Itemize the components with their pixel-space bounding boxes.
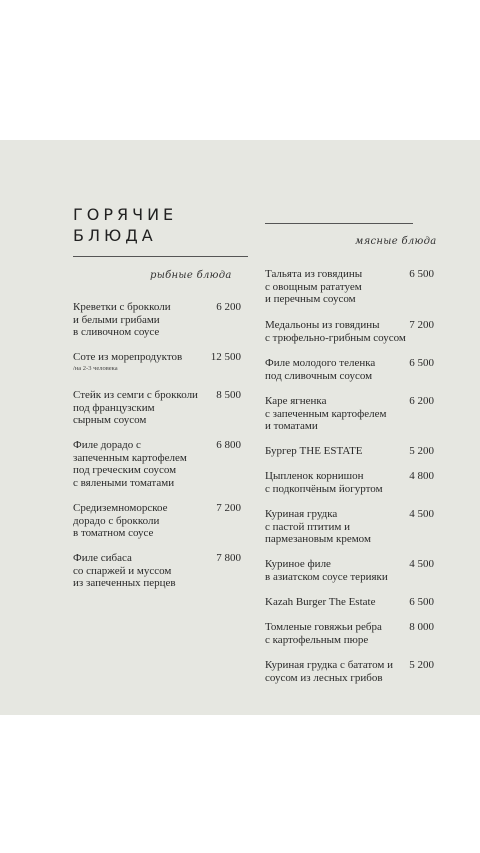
dish-name: Томленые говяжьи ребра с картофельным пюре xyxy=(265,621,382,646)
dish-price: 4 800 xyxy=(409,470,434,482)
meat-menu-item xyxy=(265,659,434,684)
meat-section-heading: мясные блюда xyxy=(355,236,437,247)
dish-name: Kazah Burger The Estate xyxy=(265,596,376,608)
title-line-2: БЛЮДА xyxy=(73,226,157,245)
dish-name: Цыпленок корнишон с подкопчёным йогуртом xyxy=(265,470,383,495)
meat-menu-item xyxy=(265,596,434,609)
dish-name: Стейк из семги с брокколи под французским сырным соусом xyxy=(73,389,198,427)
dish-price: 7 200 xyxy=(409,319,434,331)
title-line-1: ГОРЯЧИЕ xyxy=(73,205,178,224)
fish-section-heading: рыбные блюда xyxy=(150,270,232,281)
meat-menu-item xyxy=(265,268,434,306)
fish-menu-item xyxy=(73,502,241,540)
fish-menu-item xyxy=(73,439,241,489)
dish-name: Средиземноморское дорадо с брокколи в томатном соусе xyxy=(73,502,168,540)
meat-menu-item xyxy=(265,395,434,433)
dish-price: 6 500 xyxy=(409,268,434,280)
dish-name: Креветки с брокколи и белыми грибами в сливочном соусе xyxy=(73,301,171,339)
dish-name: Медальоны из говядины с трюфельно-грибным соусом xyxy=(265,319,406,344)
fish-menu-item xyxy=(73,389,241,427)
dish-name: Соте из морепродуктов xyxy=(73,351,183,363)
fish-menu-item xyxy=(73,301,241,339)
meat-menu-item xyxy=(265,470,434,495)
dish-price: 7 200 xyxy=(216,502,241,514)
dish-price: 4 500 xyxy=(409,558,434,570)
title-divider xyxy=(73,256,248,257)
dish-name: Бургер THE ESTATE xyxy=(265,445,363,457)
dish-price: 6 200 xyxy=(216,301,241,313)
dish-price: 6 500 xyxy=(409,596,434,608)
meat-divider xyxy=(265,223,413,224)
dish-price: 6 800 xyxy=(216,439,241,451)
meat-menu-item xyxy=(265,319,434,344)
dish-price: 8 500 xyxy=(216,389,241,401)
dish-name: Куриная грудка с пастой птитим и пармезановым кремом xyxy=(265,508,371,546)
meat-menu-item xyxy=(265,508,434,546)
dish-note: /на 2-3 человека xyxy=(73,364,118,372)
fish-menu-item xyxy=(73,351,241,374)
meat-menu-item xyxy=(265,357,434,382)
dish-name: Филе молодого теленка под сливочным соусом xyxy=(265,357,376,382)
dish-name: Филе сибаса со спаржей и муссом из запеченных перцев xyxy=(73,552,176,590)
dish-price: 5 200 xyxy=(409,659,434,671)
dish-name: Куриная грудка с бататом и соусом из лесных грибов xyxy=(265,659,393,684)
dish-name: Куриное филе в азиатском соусе терияки xyxy=(265,558,388,583)
dish-price: 7 800 xyxy=(216,552,241,564)
dish-price: 6 200 xyxy=(409,395,434,407)
dish-price: 6 500 xyxy=(409,357,434,369)
dish-price: 8 000 xyxy=(409,621,434,633)
dish-name: Каре ягненка с запеченным картофелем и томатами xyxy=(265,395,387,433)
meat-menu-item xyxy=(265,621,434,646)
menu-page xyxy=(0,140,480,715)
meat-menu-item xyxy=(265,558,434,583)
dish-price: 4 500 xyxy=(409,508,434,520)
dish-name: Тальята из говядины с овощным рататуем и перечным соусом xyxy=(265,268,363,306)
dish-name: Филе дорадо с запеченным картофелем под греческим соусом с вялеными томатами xyxy=(73,439,187,489)
dish-price: 5 200 xyxy=(409,445,434,457)
dish-price: 12 500 xyxy=(210,351,241,363)
fish-menu-item xyxy=(73,552,241,590)
meat-menu-item xyxy=(265,445,434,458)
page-title xyxy=(73,204,177,246)
